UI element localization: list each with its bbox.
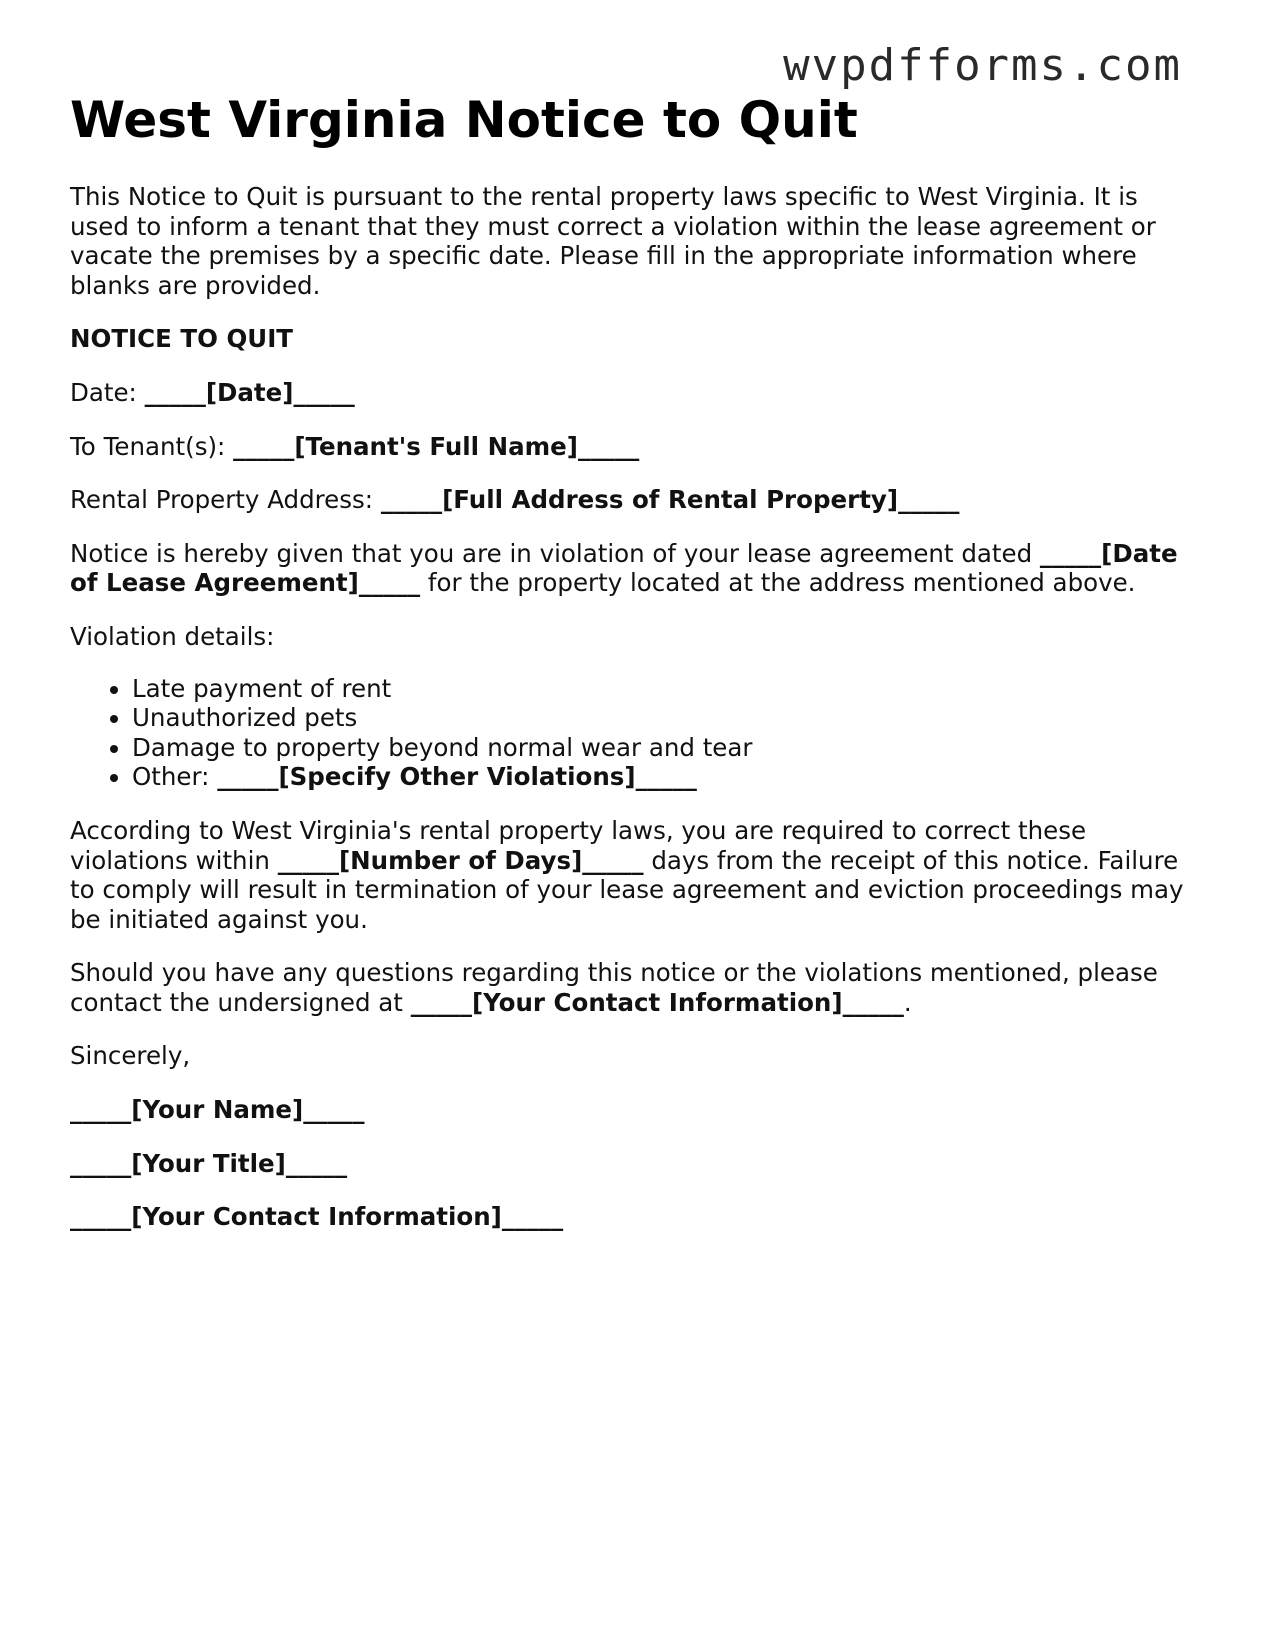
violation-notice-text-end: for the property located at the address mentioned above. xyxy=(420,568,1136,598)
address-line xyxy=(70,485,1190,515)
address-field[interactable]: _____[Full Address of Rental Property]_____ xyxy=(380,485,960,515)
closing: Sincerely, xyxy=(70,1041,191,1071)
your-contact-field[interactable]: _____[Your Contact Information]_____ xyxy=(70,1202,564,1232)
date-field[interactable]: _____[Date]_____ xyxy=(144,377,355,407)
contact-paragraph xyxy=(70,958,1190,1017)
violation-item: • Damage to property beyond normal wear and tear xyxy=(132,733,1190,763)
violation-list xyxy=(70,674,1190,792)
date-label: Date: xyxy=(70,377,145,407)
tenant-label: To Tenant(s): xyxy=(70,431,234,461)
violation-item-other xyxy=(132,762,1190,792)
violation-notice-paragraph xyxy=(70,539,1190,598)
violation-item: • Late payment of rent xyxy=(132,674,1190,704)
other-label: Other: xyxy=(132,762,218,792)
contact-text: Should you have any questions regarding this notice or the violations mentioned, please contact the undersigned at xyxy=(70,958,1158,1017)
notice-heading: NOTICE TO QUIT xyxy=(70,324,294,354)
tenant-name-field[interactable]: _____[Tenant's Full Name]_____ xyxy=(233,431,640,461)
signature-contact xyxy=(70,1202,1190,1232)
contact-info-field[interactable]: _____[Your Contact Information]_____ xyxy=(410,987,904,1017)
other-violations-field[interactable]: _____[Specify Other Violations]_____ xyxy=(217,762,697,792)
address-label: Rental Property Address: xyxy=(70,485,381,515)
correction-paragraph xyxy=(70,816,1190,934)
violation-notice-text: Notice is hereby given that you are in violation of your lease agreement dated xyxy=(70,538,1040,568)
violation-item: • Unauthorized pets xyxy=(132,703,1190,733)
correction-text-end: days from the receipt of this notice. Failure to comply will result in termination of your lease agreement and eviction proceedings may be initiated against you. xyxy=(70,845,1184,934)
number-of-days-field[interactable]: _____[Number of Days]_____ xyxy=(277,845,644,875)
your-name-field[interactable]: _____[Your Name]_____ xyxy=(70,1095,365,1125)
correction-text: According to West Virginia's rental property laws, you are required to correct these violations within xyxy=(70,815,1087,875)
tenant-line xyxy=(70,432,1190,462)
violation-details-label: Violation details: xyxy=(70,621,275,651)
document-page xyxy=(70,88,1190,1232)
signature-name xyxy=(70,1095,1190,1125)
your-title-field[interactable]: _____[Your Title]_____ xyxy=(70,1148,348,1178)
signature-title xyxy=(70,1149,1190,1179)
site-watermark: wvpdfforms.com xyxy=(783,40,1182,91)
intro-paragraph: This Notice to Quit is pursuant to the rental property laws specific to West Virginia. It is used to inform a tenant that they must correct a violation within the lease agreement or vacate the premises by a specific date. Please fill in the appropriate information where blanks are provided. xyxy=(70,182,1156,300)
lease-date-field[interactable]: _____[Date of Lease Agreement]_____ xyxy=(70,538,1178,598)
date-line xyxy=(70,378,1190,408)
contact-text-end: . xyxy=(903,987,912,1017)
document-title: West Virginia Notice to Quit xyxy=(70,91,858,149)
